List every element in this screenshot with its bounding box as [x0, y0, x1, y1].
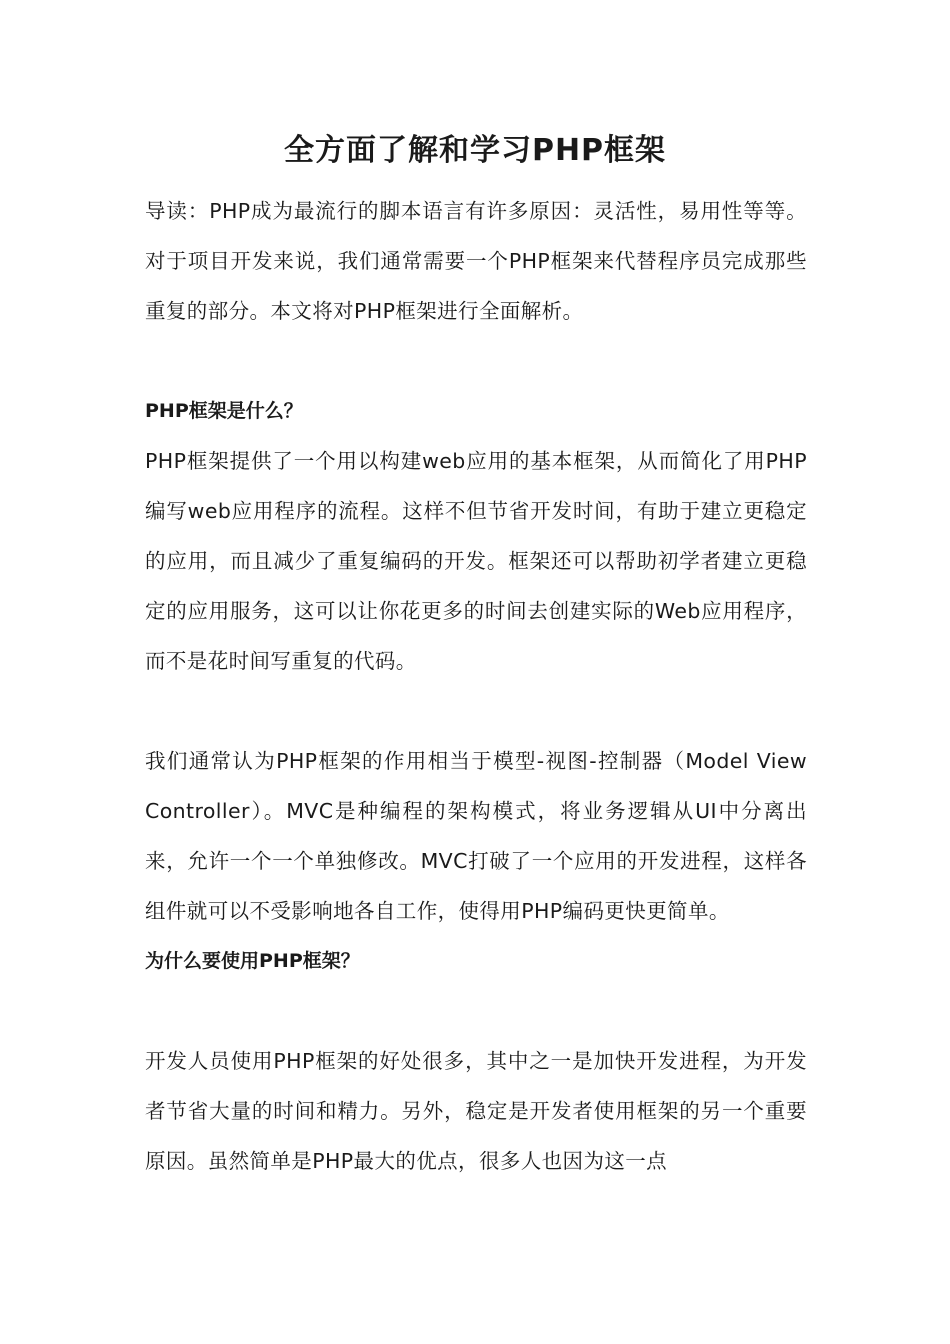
section-paragraph: 我们通常认为PHP框架的作用相当于模型-视图-控制器（Model View Controller）。MVC是种编程的架构模式，将业务逻辑从UI中分离出来，允许一个一个单独修改。MVC打破了一个应用的开发进程，这样各组件就可以不受影响地各自工作，使得用PHP编码更快更简单。 — [145, 749, 807, 923]
section-paragraph: 开发人员使用PHP框架的好处很多，其中之一是加快开发进程，为开发者节省大量的时间和精力。另外，稳定是开发者使用框架的另一个重要原因。虽然简单是PHP最大的优点，很多人也因为这一点 — [145, 1049, 807, 1173]
section-heading-what-is: PHP框架是什么？ — [145, 400, 303, 422]
section-paragraph: PHP框架提供了一个用以构建web应用的基本框架，从而简化了用PHP编写web应用程序的流程。这样不但节省开发时间，有助于建立更稳定的应用，而且减少了重复编码的开发。框架还可以帮助初学者建立更稳定的应用服务，这可以让你花更多的时间去创建实际的Web应用程序，而不是花时间写重复的代码。 — [145, 449, 807, 673]
spacer — [145, 986, 807, 1036]
document-body — [145, 186, 807, 1186]
document-title: 全方面了解和学习PHP框架 — [283, 133, 667, 168]
spacer — [145, 336, 807, 386]
section-heading-why-use: 为什么要使用PHP框架？ — [145, 950, 360, 972]
intro-paragraph: 导读：PHP成为最流行的脚本语言有许多原因：灵活性，易用性等等。对于项目开发来说，我们通常需要一个PHP框架来代替程序员完成那些重复的部分。本文将对PHP框架进行全面解析。 — [145, 199, 807, 323]
spacer — [145, 686, 807, 736]
